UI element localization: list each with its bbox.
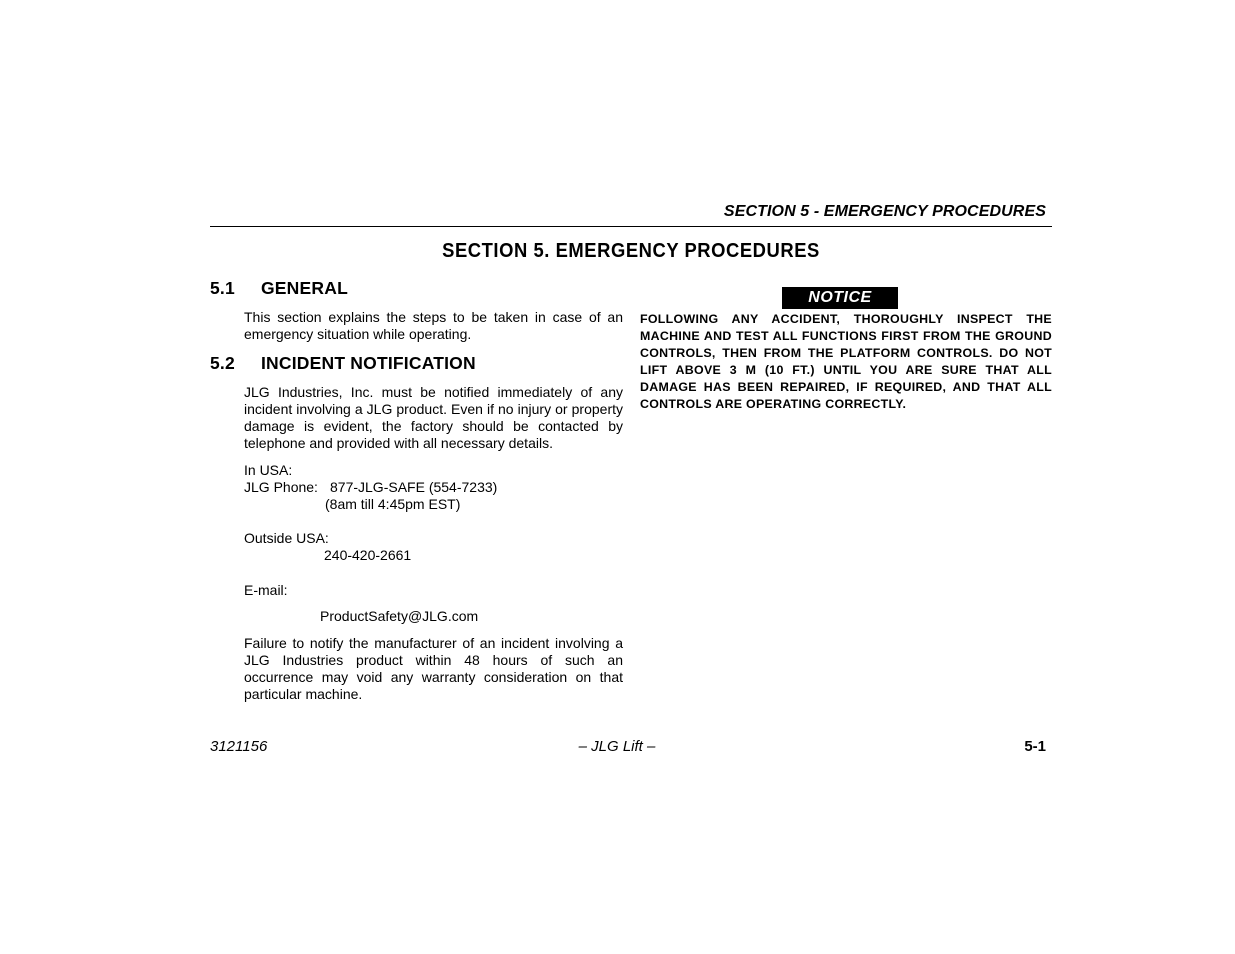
outside-usa-number: 240-420-2661 bbox=[324, 547, 412, 563]
general-heading-text: GENERAL bbox=[261, 278, 348, 298]
running-header: SECTION 5 - EMERGENCY PROCEDURES bbox=[723, 203, 1046, 220]
general-body: This section explains the steps to be taken in case of an emergency situation while operating. bbox=[244, 309, 623, 342]
outside-usa-label: Outside USA: bbox=[244, 530, 329, 546]
footer-center: – JLG Lift – bbox=[578, 738, 656, 755]
usa-label: In USA: bbox=[244, 462, 293, 478]
phone-label: JLG Phone: bbox=[244, 479, 318, 495]
header-rule bbox=[210, 226, 1052, 227]
incident-body: JLG Industries, Inc. must be notified immediately of any incident involving a JLG product. Even if no injury or property damage is evident, the factory should be contacted by telephone and provided with all necessary details. bbox=[244, 384, 623, 451]
general-heading bbox=[210, 278, 610, 300]
email-address: ProductSafety@JLG.com bbox=[320, 608, 479, 624]
phone-number: 877-JLG-SAFE (554-7233) bbox=[330, 479, 498, 495]
footer-page-number: 5-1 bbox=[1024, 738, 1046, 755]
incident-heading-text: INCIDENT NOTIFICATION bbox=[261, 353, 476, 373]
notice-text: FOLLOWING ANY ACCIDENT, THOROUGHLY INSPECT THE MACHINE AND TEST ALL FUNCTIONS FIRST FROM THE GROUND CONTROLS, THEN FROM THE PLATFORM CONTROLS. DO NOT LIFT ABOVE 3 M (10 FT.) UNTIL YOU ARE SURE THAT ALL DAMAGE HAS BEEN REPAIRED, IF REQUIRED, AND THAT ALL CONTROLS ARE OPERATING CORRECTLY. bbox=[640, 312, 1052, 411]
incident-number: 5.2 bbox=[210, 353, 235, 373]
failure-text: Failure to notify the manufacturer of an incident involving a JLG Industries product within 48 hours of such an occurrence may void any warranty consideration on that particular machine. bbox=[244, 635, 623, 702]
notice-badge: NOTICE bbox=[782, 287, 898, 309]
phone-hours: (8am till 4:45pm EST) bbox=[325, 496, 461, 512]
general-number: 5.1 bbox=[210, 278, 235, 298]
incident-heading bbox=[210, 353, 610, 375]
email-label: E-mail: bbox=[244, 582, 288, 598]
section-title: SECTION 5. EMERGENCY PROCEDURES bbox=[442, 240, 820, 262]
footer-doc-number: 3121156 bbox=[210, 738, 268, 755]
